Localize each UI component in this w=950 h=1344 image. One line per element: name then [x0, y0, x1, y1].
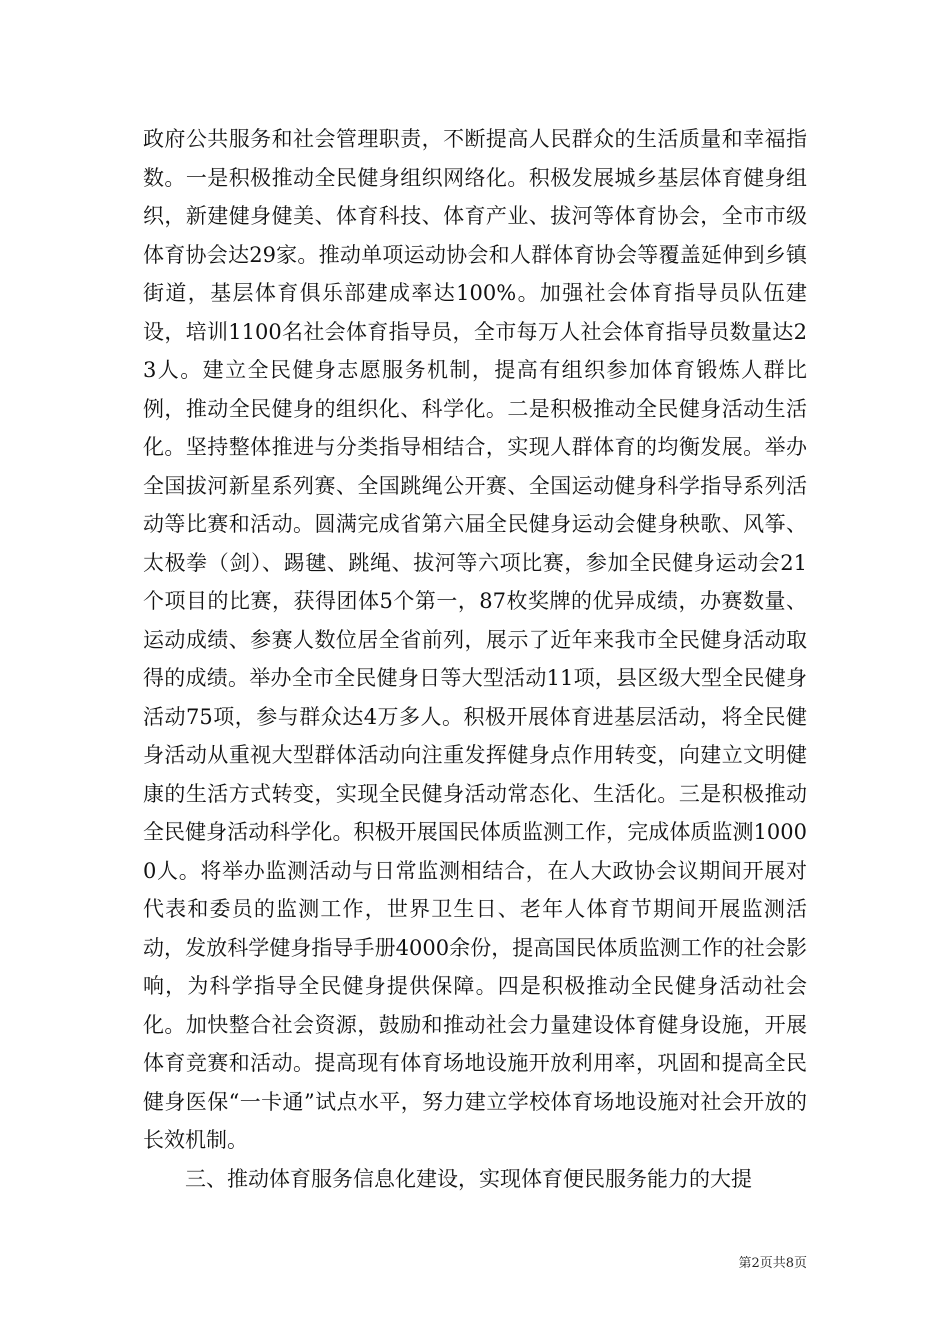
- document-body: [143, 120, 807, 1198]
- page-number-footer: 第2页共8页: [738, 1256, 807, 1271]
- body-paragraph-2: 三、推动体育服务信息化建设，实现体育便民服务能力的大提: [185, 1166, 752, 1191]
- body-paragraph-1: 政府公共服务和社会管理职责，不断提高人民群众的生活质量和幸福指数。一是积极推动全民健身组织网络化。积极发展城乡基层体育健身组织，新建健身健美、体育科技、体育产业、拔河等体育协会，全市市级体育协会达29家。推动单项运动协会和人群体育协会等覆盖延伸到乡镇街道，基层体育俱乐部建成率达100%。加强社会体育指导员队伍建设，培训1100名社会体育指导员，全市每万人社会体育指导员数量达23人。建立全民健身志愿服务机制，提高有组织参加体育锻炼人群比例，推动全民健身的组织化、科学化。二是积极推动全民健身活动生活化。坚持整体推进与分类指导相结合，实现人群体育的均衡发展。举办全国拔河新星系列赛、全国跳绳公开赛、全国运动健身科学指导系列活动等比赛和活动。圆满完成省第六届全民健身运动会健身秧歌、风筝、太极拳（剑）、踢毽、跳绳、拔河等六项比赛，参加全民健身运动会21个项目的比赛，获得团体5个第一，87枚奖牌的优异成绩，办赛数量、运动成绩、参赛人数位居全省前列，展示了近年来我市全民健身活动取得的成绩。举办全市全民健身日等大型活动11项，县区级大型全民健身活动75项，参与群众达4万多人。积极开展体育进基层活动，将全民健身活动从重视大型群体活动向注重发挥健身点作用转变，向建立文明健康的生活方式转变，实现全民健身活动常态化、生活化。三是积极推动全民健身活动科学化。积极开展国民体质监测工作，完成体质监测10000人。将举办监测活动与日常监测相结合，在人大政协会议期间开展对代表和委员的监测工作，世界卫生日、老年人体育节期间开展监测活动，发放科学健身指导手册4000余份，提高国民体质监测工作的社会影响，为科学指导全民健身提供保障。四是积极推动全民健身活动社会化。加快整合社会资源，鼓励和推动社会力量建设体育健身设施，开展体育竞赛和活动。提高现有体育场地设施开放利用率，巩固和提高全民健身医保“一卡通”试点水平，努力建立学校体育场地设施对社会开放的长效机制。: [143, 127, 807, 1152]
